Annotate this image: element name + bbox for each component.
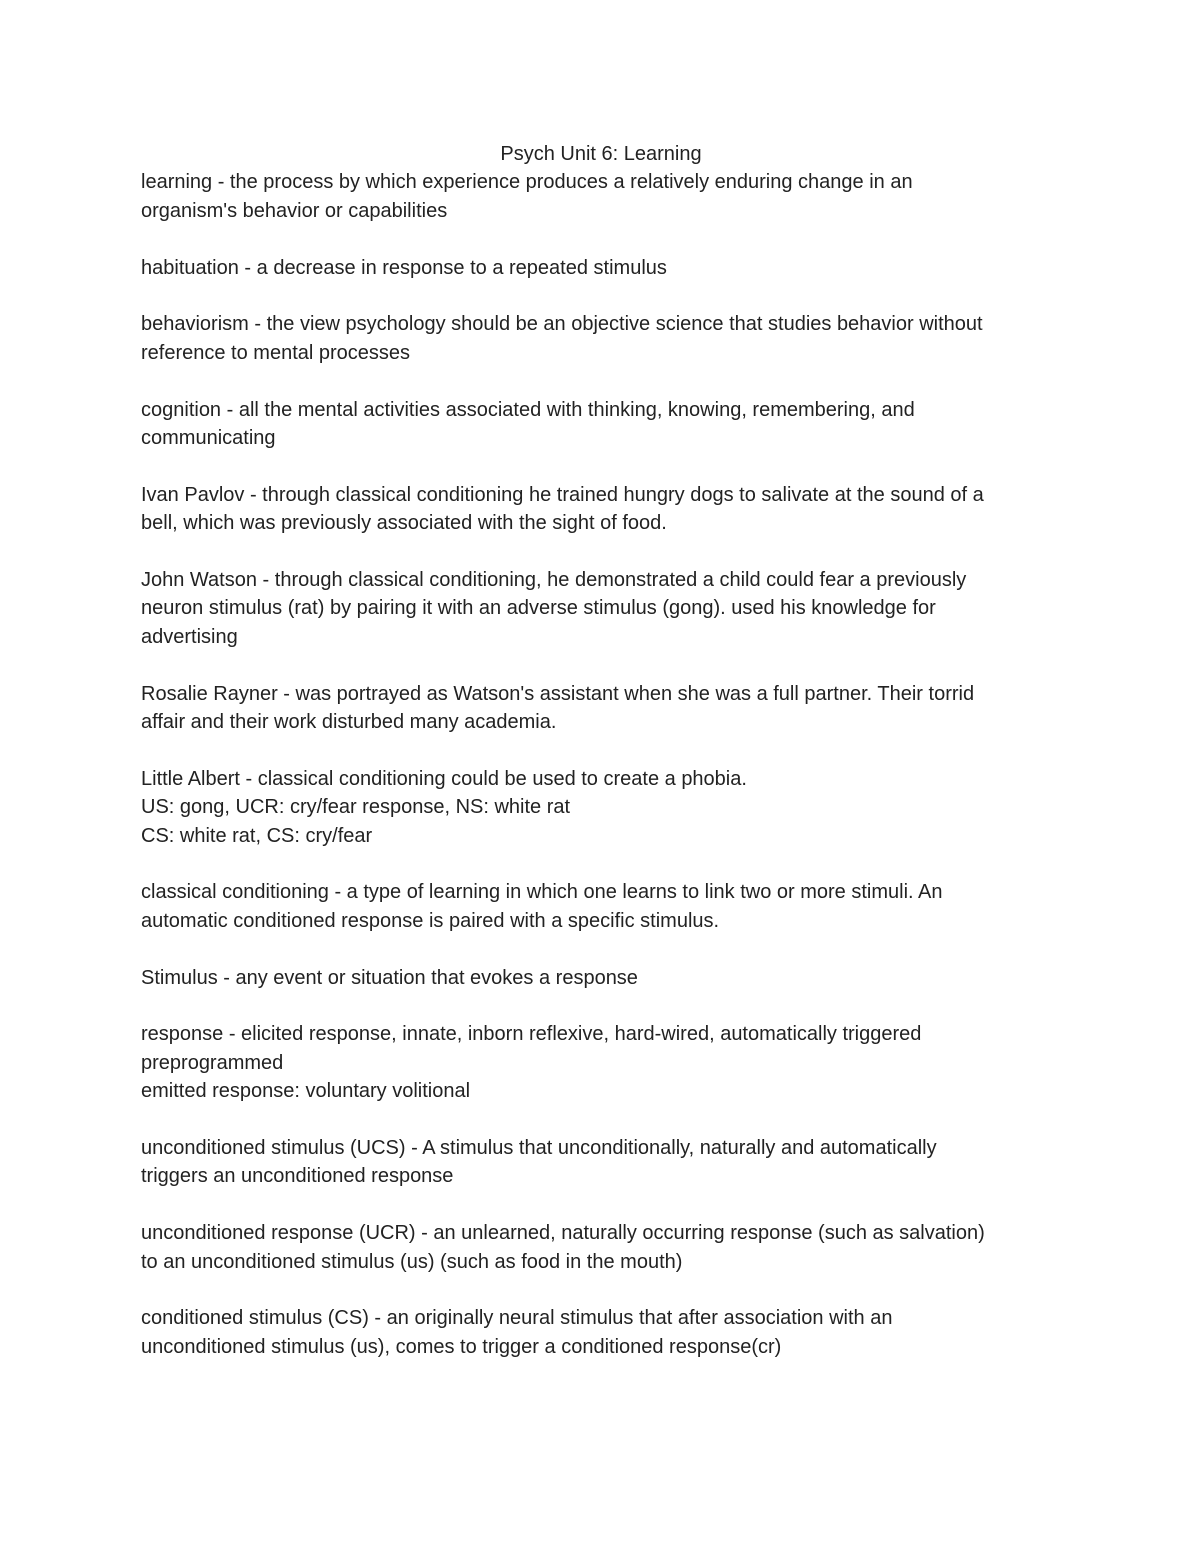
note-line: affair and their work disturbed many academia. — [141, 711, 557, 734]
note-line: classical conditioning - a type of learning in which one learns to link two or more stimuli. An — [141, 881, 943, 904]
note-line: cognition - all the mental activities associated with thinking, knowing, remembering, and — [141, 398, 915, 421]
note-line: preprogrammed — [141, 1051, 284, 1074]
note-line: response - elicited response, innate, inborn reflexive, hard-wired, automatically triggered — [141, 1023, 922, 1046]
note-line: habituation - a decrease in response to a repeated stimulus — [141, 256, 667, 279]
note-line: neuron stimulus (rat) by pairing it with an adverse stimulus (gong). used his knowledge for — [141, 597, 936, 620]
note-line: organism's behavior or capabilities — [141, 199, 448, 222]
note-line: unconditioned stimulus (UCS) - A stimulus that unconditionally, naturally and automatically — [141, 1137, 937, 1160]
note-paragraph — [141, 1020, 1061, 1105]
note-line: CS: white rat, CS: cry/fear — [141, 824, 373, 847]
note-line: unconditioned response (UCR) - an unlearned, naturally occurring response (such as salvation) — [141, 1222, 985, 1245]
notes-list — [141, 168, 1061, 1361]
note-paragraph — [141, 1134, 1061, 1191]
note-paragraph — [141, 396, 1061, 453]
note-line: automatic conditioned response is paired with a specific stimulus. — [141, 909, 720, 932]
note-line: triggers an unconditioned response — [141, 1165, 454, 1188]
note-paragraph — [141, 680, 1061, 737]
note-paragraph — [141, 310, 1061, 367]
note-line: emitted response: voluntary volitional — [141, 1080, 471, 1103]
note-paragraph — [141, 878, 1061, 935]
note-paragraph — [141, 566, 1061, 651]
note-line: behaviorism - the view psychology should be an objective science that studies behavior without — [141, 313, 983, 336]
note-paragraph — [141, 765, 1061, 850]
note-paragraph — [141, 168, 1061, 225]
note-line: learning - the process by which experience produces a relatively enduring change in an — [141, 171, 913, 194]
note-line: conditioned stimulus (CS) - an originally neural stimulus that after association with an — [141, 1307, 893, 1330]
note-line: advertising — [141, 625, 238, 648]
note-line: to an unconditioned stimulus (us) (such as food in the mouth) — [141, 1250, 683, 1273]
note-paragraph — [141, 254, 1061, 282]
note-line: US: gong, UCR: cry/fear response, NS: white rat — [141, 796, 571, 819]
note-line: unconditioned stimulus (us), comes to trigger a conditioned response(cr) — [141, 1335, 782, 1358]
note-line: John Watson - through classical conditioning, he demonstrated a child could fear a previously — [141, 569, 967, 592]
note-line: Stimulus - any event or situation that evokes a response — [141, 966, 638, 989]
document-title: Psych Unit 6: Learning — [500, 143, 702, 165]
note-paragraph — [141, 1219, 1061, 1276]
note-paragraph — [141, 481, 1061, 538]
note-line: Little Albert - classical conditioning could be used to create a phobia. — [141, 767, 747, 790]
note-paragraph — [141, 964, 1061, 992]
note-line: Ivan Pavlov - through classical conditioning he trained hungry dogs to salivate at the sound of a — [141, 483, 984, 506]
note-line: communicating — [141, 427, 276, 450]
note-line: Rosalie Rayner - was portrayed as Watson's assistant when she was a full partner. Their torrid — [141, 682, 975, 705]
note-line: reference to mental processes — [141, 341, 411, 364]
note-line: bell, which was previously associated with the sight of food. — [141, 512, 667, 535]
note-paragraph — [141, 1304, 1061, 1361]
document-body — [141, 140, 1061, 1390]
